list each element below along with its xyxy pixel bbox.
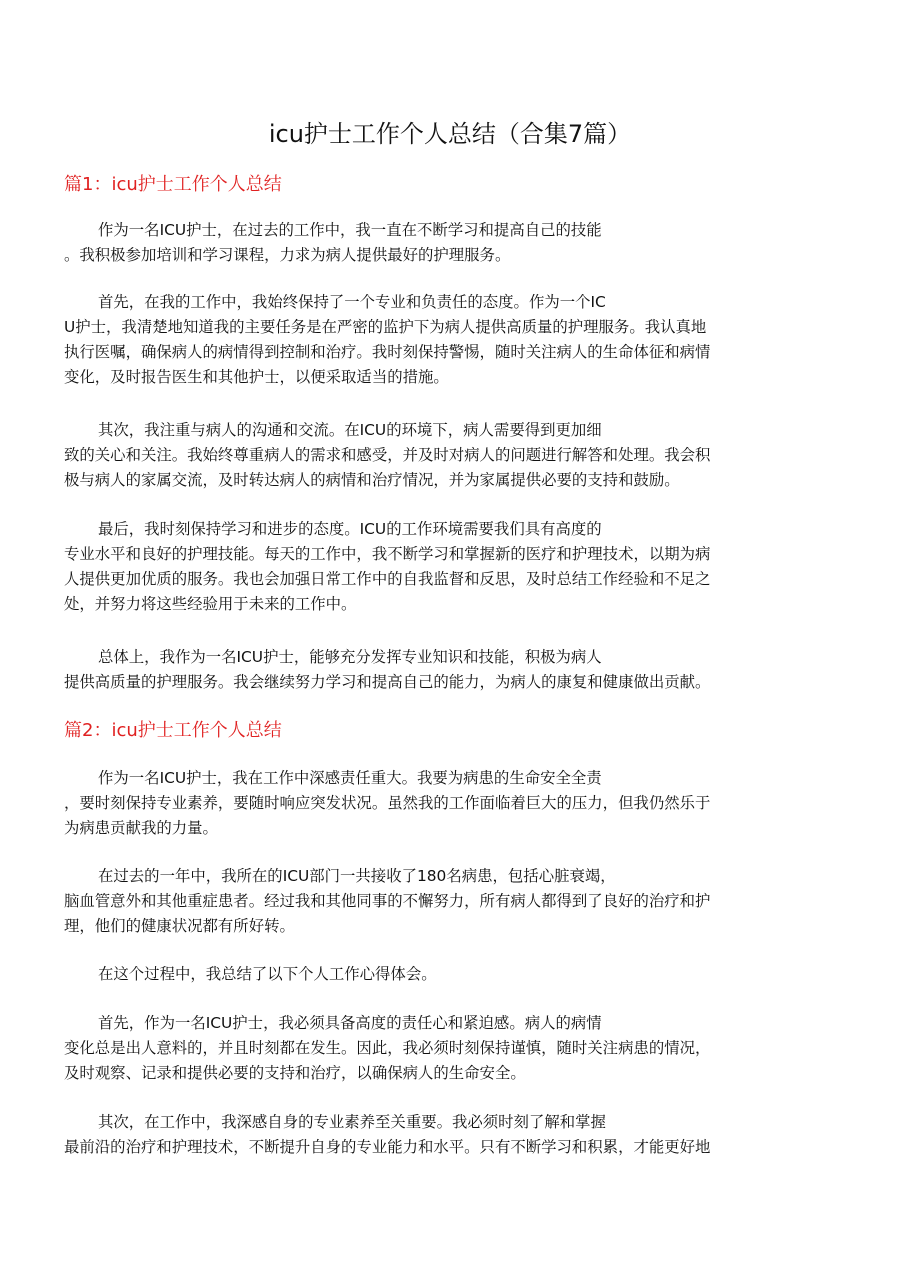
text-line: ，要时刻保持专业素养，要随时响应突发状况。虽然我的工作面临着巨大的压力，但我仍然乐于 (64, 794, 711, 812)
text-line: 。我积极参加培训和学习课程，力求为病人提供最好的护理服务。 (64, 246, 511, 264)
section-2-paragraph-3 (64, 962, 844, 987)
section-1-paragraph-2 (64, 290, 844, 390)
section-2-paragraph-1 (64, 766, 844, 841)
section-1-paragraph-1 (64, 218, 844, 268)
section-2-heading: 篇2：icu护士工作个人总结 (64, 720, 282, 741)
text-line: 总体上，我作为一名ICU护士，能够充分发挥专业知识和技能，积极为病人 (98, 648, 602, 666)
section-2-paragraph-4 (64, 1011, 844, 1086)
text-line: U护士，我清楚地知道我的主要任务是在严密的监护下为病人提供高质量的护理服务。我认真地 (64, 318, 707, 336)
text-line: 最后，我时刻保持学习和进步的态度。ICU的工作环境需要我们具有高度的 (98, 520, 602, 538)
text-line: 其次，我注重与病人的沟通和交流。在ICU的环境下，病人需要得到更加细 (98, 421, 602, 439)
text-line: 极与病人的家属交流，及时转达病人的病情和治疗情况，并为家属提供必要的支持和鼓励。 (64, 471, 680, 489)
section-1-heading: 篇1：icu护士工作个人总结 (64, 174, 282, 195)
text-line: 执行医嘱，确保病人的病情得到控制和治疗。我时刻保持警惕，随时关注病人的生命体征和病情 (64, 343, 711, 361)
text-line: 作为一名ICU护士，在过去的工作中，我一直在不断学习和提高自己的技能 (98, 221, 602, 239)
section-2-paragraph-5 (64, 1110, 844, 1160)
text-line: 在这个过程中，我总结了以下个人工作心得体会。 (98, 965, 437, 983)
text-line: 为病患贡献我的力量。 (64, 819, 218, 837)
text-line: 脑血管意外和其他重症患者。经过我和其他同事的不懈努力，所有病人都得到了良好的治疗和护 (64, 892, 711, 910)
text-line: 致的关心和关注。我始终尊重病人的需求和感受，并及时对病人的问题进行解答和处理。我会积 (64, 446, 711, 464)
section-1-paragraph-5 (64, 645, 844, 695)
text-line: 最前沿的治疗和护理技术，不断提升自身的专业能力和水平。只有不断学习和积累，才能更好地 (64, 1138, 711, 1156)
section-1-paragraph-4 (64, 517, 844, 617)
section-2-paragraph-2 (64, 864, 844, 939)
text-line: 处，并努力将这些经验用于未来的工作中。 (64, 595, 357, 613)
text-line: 及时观察、记录和提供必要的支持和治疗，以确保病人的生命安全。 (64, 1064, 526, 1082)
text-line: 变化，及时报告医生和其他护士，以便采取适当的措施。 (64, 368, 449, 386)
text-line: 作为一名ICU护士，我在工作中深感责任重大。我要为病患的生命安全全责 (98, 769, 602, 787)
text-line: 在过去的一年中，我所在的ICU部门一共接收了180名病患，包括心脏衰竭， (98, 867, 616, 885)
text-line: 变化总是出人意料的，并且时刻都在发生。因此，我必须时刻保持谨慎，随时关注病患的情况， (64, 1039, 711, 1057)
text-line: 首先，在我的工作中，我始终保持了一个专业和负责任的态度。作为一个IC (98, 293, 606, 311)
text-line: 提供高质量的护理服务。我会继续努力学习和提高自己的能力，为病人的康复和健康做出贡献。 (64, 673, 711, 691)
text-line: 专业水平和良好的护理技能。每天的工作中，我不断学习和掌握新的医疗和护理技术，以期为病 (64, 545, 711, 563)
text-line: 人提供更加优质的服务。我也会加强日常工作中的自我监督和反思，及时总结工作经验和不足之 (64, 570, 711, 588)
section-1-paragraph-3 (64, 418, 844, 493)
document-title: icu护士工作个人总结（合集7篇） (268, 120, 632, 148)
text-line: 理，他们的健康状况都有所好转。 (64, 917, 295, 935)
text-line: 其次，在工作中，我深感自身的专业素养至关重要。我必须时刻了解和掌握 (98, 1113, 606, 1131)
text-line: 首先，作为一名ICU护士，我必须具备高度的责任心和紧迫感。病人的病情 (98, 1014, 602, 1032)
